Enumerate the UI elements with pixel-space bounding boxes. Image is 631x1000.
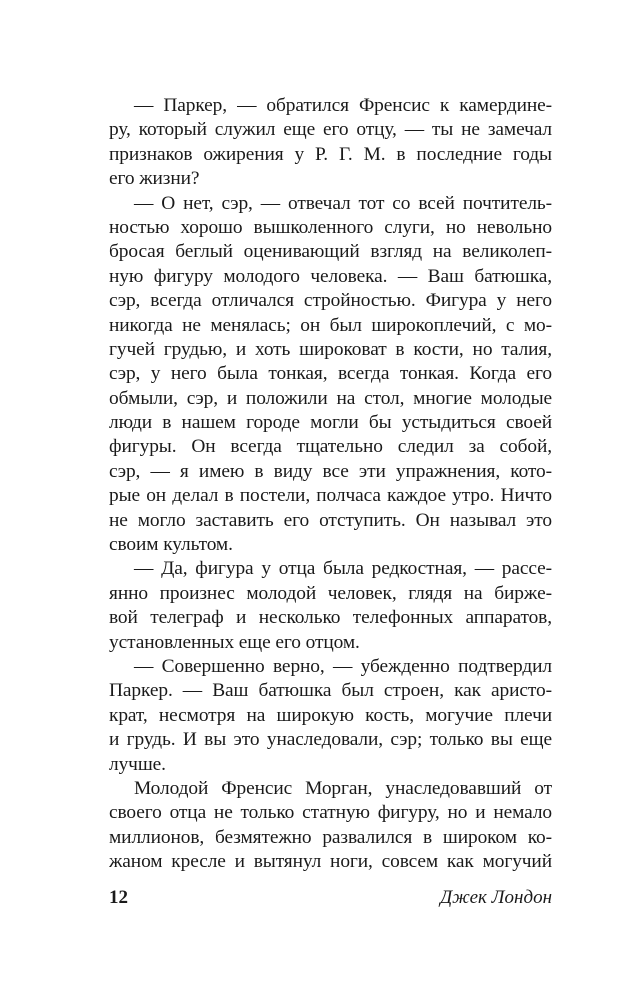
text-line: никогда не менялась; он был широкоплечий, с мо- [109,314,552,336]
text-line: сэр, у него была тонкая, всегда тонкая. Когда его [109,363,552,385]
text-line: рые он делал в постели, полчаса каждое утро. Ничто [109,485,552,507]
text-line: ностью хорошо вышколенного слуги, но невольно [109,216,552,238]
text-line: люди в нашем городе могли бы устыдиться своей [109,412,552,434]
text-line: гучей грудью, и хоть широковат в кости, но талия, [109,338,552,360]
text-line: янно произнес молодой человек, глядя на биржe- [109,582,552,604]
text-line: вой телеграф и несколько телефонных аппаратов, [109,607,552,629]
text-line: фигуры. Он всегда тщательно следил за собой, [109,436,552,458]
body-text [109,94,552,875]
text-line: жаном кресле и вытянул ноги, совсем как могучий [109,851,552,873]
text-line: — Паркер, — обратился Френсис к камердине- [134,95,552,116]
text-line: его жизни? [109,168,200,190]
text-line: бросая беглый оценивающий взгляд на великолеп- [109,241,552,263]
text-line: Паркер. — Ваш батюшка был строен, как аристо- [109,680,552,702]
text-line: ную фигуру молодого человека. — Ваш батюшка, [109,265,552,287]
page-number: 12 [109,887,128,908]
text-line: — О нет, сэр, — отвечал тот со всей почтитель- [134,192,552,214]
text-line: сэр, — я имею в виду все эти упражнения, кото- [109,460,552,482]
text-line: Молодой Френсис Морган, унаследовавший от [134,777,552,799]
running-footer-author: Джек Лондон [440,887,552,908]
text-line: и грудь. И вы это унаследовали, сэр; только вы еще [109,729,552,751]
text-line: миллионов, безмятежно развалился в широком ко- [109,826,552,848]
text-line: сэр, всегда отличался стройностью. Фигура у него [109,290,552,312]
text-line: ру, который служил еще его отцу, — ты не замечал [109,119,552,141]
text-line: своим культом. [109,534,233,556]
text-line: установленных еще его отцом. [109,631,360,653]
text-line: крат, несмотря на широкую кость, могучие плечи [109,704,552,726]
text-line: не могло заставить его отступить. Он называл это [109,509,552,531]
text-line: — Да, фигура у отца была редкостная, — рассе- [134,558,552,580]
text-line: обмыли, сэр, и положили на стол, многие молодые [109,387,552,409]
text-line: своего отца не только статную фигуру, но и немало [109,802,552,824]
text-line: лучше. [109,753,166,775]
text-line: признаков ожирения у Р. Г. М. в последние годы [109,143,552,165]
text-line: — Совершенно верно, — убежденно подтвердил [134,655,552,677]
